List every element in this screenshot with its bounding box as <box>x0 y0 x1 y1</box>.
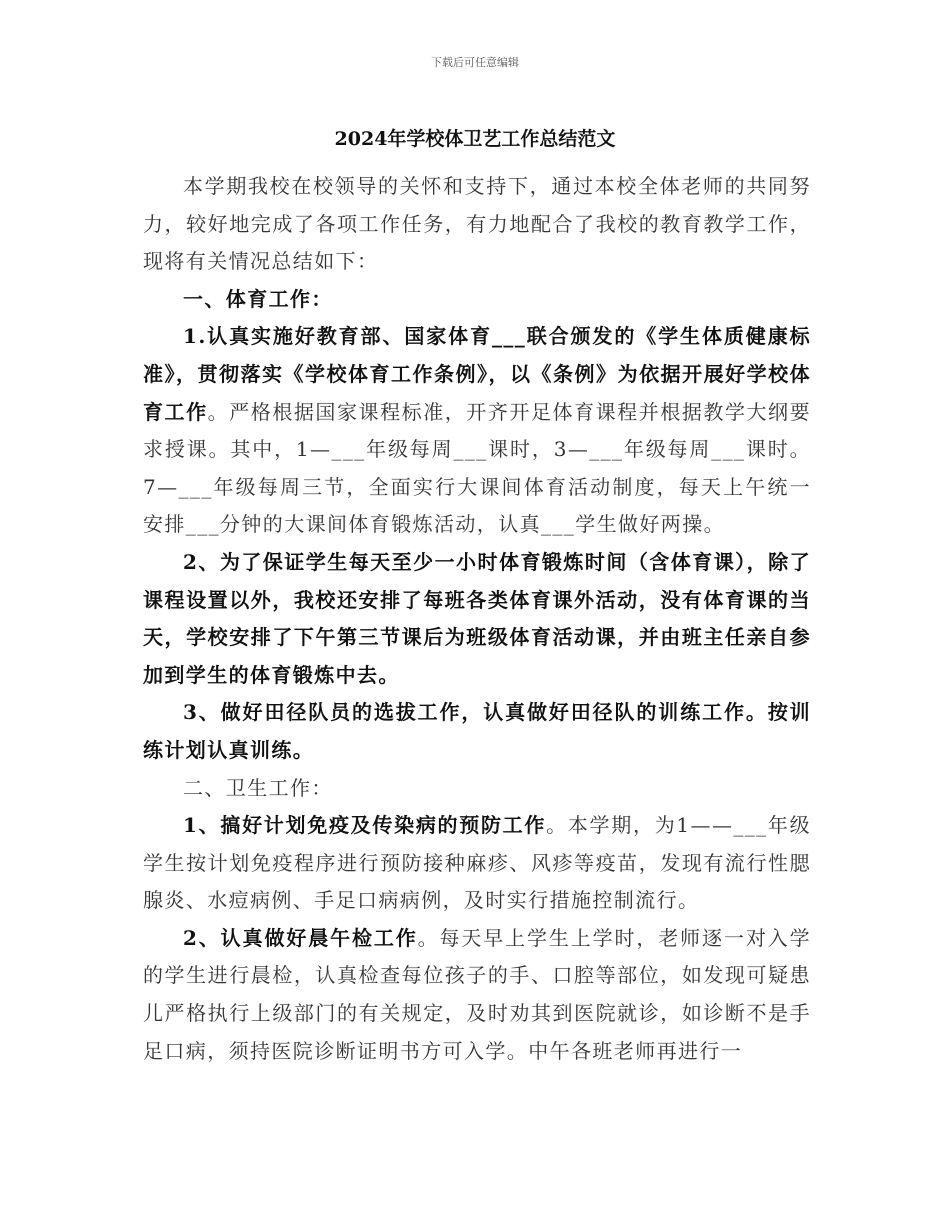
paragraph <box>143 920 811 1070</box>
paragraph <box>143 318 811 544</box>
paragraph-lead-bold: 1、搞好计划免疫及传染病的预防工作 <box>183 813 547 838</box>
paragraph <box>143 168 811 281</box>
section-heading <box>143 770 811 808</box>
paragraph-lead-bold: 2、认真做好晨午检工作 <box>183 925 418 950</box>
document-body <box>143 168 811 1070</box>
paragraph <box>143 694 811 769</box>
paragraph <box>143 807 811 920</box>
paragraph-text: 。每天早上学生上学时，老师逐一对入学的学生进行晨检，认真检查每位孩子的手、口腔等部位，如发现可疑患儿严格执行上级部门的有关规定，及时劝其到医院就诊，如诊断不是手足口病，须持医院诊断证明书方可入学。中午各班老师再进行一 <box>143 925 811 1063</box>
paragraph-bold-text: 3、做好田径队员的选拔工作，认真做好田径队的训练工作。按训练计划认真训练。 <box>143 700 811 762</box>
paragraph <box>143 544 811 694</box>
paragraph-text: 。本学期，为1——___年级学生按计划免疫程序进行预防接种麻疹、风疹等疫苗，发现有流行性腮腺炎、水痘病例、手足口病病例，及时实行措施控制流行。 <box>143 813 811 913</box>
section-heading-text: 二、卫生工作： <box>183 775 333 800</box>
paragraph-bold-text: 2、为了保证学生每天至少一小时体育锻炼时间（含体育课），除了课程设置以外，我校还安排了每班各类体育课外活动，没有体育课的当天，学校安排了下午第三节课后为班级体育活动课，并由班主任亲自参加到学生的体育锻炼中去。 <box>143 549 811 687</box>
paragraph-lead-bold: 1.认真实施好教育部、国家体育___联合颁发的《学生体质健康标准》，贯彻落实《学校体育工作条例》，以《条例》为依据开展好学校体育工作 <box>143 324 811 424</box>
paragraph-text: 本学期我校在校领导的关怀和支持下，通过本校全体老师的共同努力，较好地完成了各项工作任务，有力地配合了我校的教育教学工作，现将有关情况总结如下： <box>143 174 811 274</box>
section-heading-text: 一、体育工作： <box>183 286 333 311</box>
paragraph-text: 。严格根据国家课程标准，开齐开足体育课程并根据教学大纲要求授课。其中，1—___年级每周___课时，3—___年级每周___课时。7—___年级每周三节，全面实行大课间体育活动制度，每天上午统一安排___分钟的大课间体育锻炼活动，认真___学生做好两操。 <box>143 399 812 537</box>
page-header: 下载后可任意编辑 <box>431 56 519 69</box>
section-heading <box>143 281 811 319</box>
document-title: 2024年学校体卫艺工作总结范文 <box>334 128 616 150</box>
